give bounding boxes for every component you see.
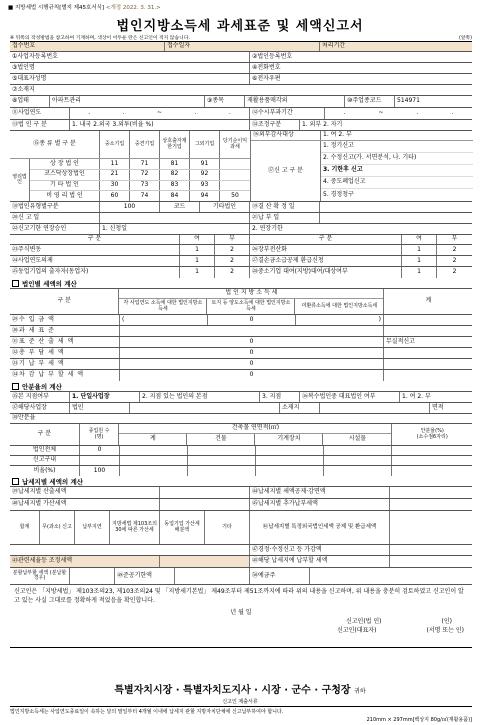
kind-code[interactable]: 21 [100, 170, 130, 180]
kind-code[interactable]: 50 [231, 191, 239, 199]
installment-label: 분할납부할 세액 (분납할 경우) [10, 568, 70, 584]
kind-code[interactable]: 91 [190, 159, 220, 169]
filing-option[interactable]: 5. 경정청구 [323, 190, 354, 198]
sec1-cell-a[interactable]: 0 [120, 359, 384, 369]
kind-code[interactable]: 84 [160, 191, 190, 201]
foreign-credit-label: ㊻납세지별 특정외국법인세액 공제 및 환급세액 [250, 511, 390, 544]
workplace-corp-value[interactable] [130, 403, 280, 413]
flag-yes[interactable]: 1 [402, 245, 437, 255]
sec1-col-item: 구 분 [10, 289, 119, 314]
receipt-row [10, 42, 472, 52]
sec2-row-2 [10, 403, 472, 414]
flag-row [10, 245, 472, 256]
sec3-row-1 [10, 487, 472, 499]
receipt-number-field: 접수번호 [10, 42, 165, 51]
corp-name-field[interactable]: ③법인명 [10, 63, 250, 73]
sec2-rate[interactable] [392, 446, 472, 455]
sec1-cell-sum[interactable] [384, 326, 472, 336]
sec2-build[interactable] [188, 446, 256, 455]
rep-name-field[interactable]: ⑤대표자성명 [10, 74, 250, 84]
recipient-line [0, 681, 480, 696]
flags-yes-header-right: 여 [402, 235, 437, 244]
additional-value[interactable] [390, 499, 472, 510]
sec1-row-name: ㉜총 부 담 세 액 [10, 348, 120, 358]
section-box-icon [12, 478, 19, 485]
sec1-row [10, 370, 472, 381]
form-header [8, 3, 474, 11]
date-row [10, 213, 472, 224]
sec1-cell-a[interactable]: 0 [120, 370, 384, 381]
kind-code[interactable]: 72 [130, 170, 160, 180]
date-dot: . [194, 109, 197, 117]
sec1-cell-sum[interactable] [384, 370, 472, 381]
sec1-header [10, 289, 472, 315]
sec2-row-1 [10, 392, 472, 403]
emp-unit: (명) [94, 433, 104, 440]
sec3-row-2 [10, 499, 472, 511]
sec2-title-text: 안분율의 계산 [22, 382, 62, 391]
penalty-underreport: 무(과소) 신고 [40, 511, 75, 544]
workplace-area-label: 면적 [432, 403, 444, 411]
page-side-label: (앞쪽) [458, 36, 472, 41]
rate-adjust-label: ㊸관련세율등 조정세액 [10, 556, 160, 567]
instruction-text: ※ 뒤쪽의 작성방법을 참고하여 기재하며, 색상이 어두운 란은 신고인이 적지 않습니다. [10, 36, 190, 41]
branch-label: ㉟본 지점여부 [10, 392, 70, 402]
filing-option[interactable]: 4. 중도폐업신고 [321, 177, 473, 189]
kind-header: ⑮종 류 별 구 분 [10, 131, 100, 158]
penalty-sum: 합계 [10, 511, 40, 544]
sec2-title [10, 381, 472, 391]
adjust-value[interactable] [390, 545, 472, 555]
basic-row-4 [10, 85, 472, 96]
installment-value[interactable] [70, 568, 115, 584]
payable-value[interactable] [390, 556, 472, 567]
declaration-text: 신고인은 「지방세법」 제103조의23, 제103조의24 및 「지방세기본법」 제49조부터 제51조까지에 따라 위의 내용을 신고하며, 위 내용을 충분히 검토하였고 신고인이 알고 있는 사실 그대로를 정확하게 적었음을 확인합니다. [14, 588, 464, 604]
sec3-row-5 [10, 556, 472, 568]
flags-header [10, 235, 472, 245]
extension-row [10, 224, 472, 235]
sec1-cell-a[interactable]: 0 [120, 337, 384, 347]
kind-code[interactable] [220, 159, 250, 169]
sec1-col-a: 각 사업연도 소득에 대한 법인지방소득세 [119, 299, 207, 314]
sec2-total[interactable] [120, 456, 188, 465]
additional-label: ㊺납세지별 추가납부세액 [250, 499, 390, 510]
flag-row [10, 256, 472, 267]
sec2-col-machine: 기계장치 [255, 434, 323, 445]
filing-option[interactable]: 3. 기한후 신고 [321, 165, 473, 177]
kind-row [30, 191, 250, 201]
date-dot: . [416, 109, 419, 117]
kind-code[interactable]: 83 [160, 181, 190, 191]
corp-type-row [10, 120, 472, 131]
sec1-row-name: ㉛표 준 산 출 세 액 [10, 337, 120, 347]
flags-item-header-right: 구 분 [250, 235, 402, 244]
basic-row-1 [10, 52, 472, 63]
main-code-value[interactable]: 514971 [397, 97, 420, 105]
sec2-header [10, 424, 472, 446]
workplace-corp: 법인 [70, 403, 130, 413]
sec1-row [10, 359, 472, 370]
sec1-cell-sum[interactable] [384, 348, 472, 358]
sec1-row [10, 337, 472, 348]
settle-date-value[interactable] [320, 202, 472, 212]
penalty-label: ㊵납세지별 가산세액 [10, 499, 160, 510]
sec2-col-emp [80, 424, 120, 445]
kind-code[interactable]: 74 [130, 191, 160, 201]
phone-field[interactable]: ④전화번호 [252, 63, 281, 71]
kind-row-name: 비 영 리 법 인 [30, 191, 100, 201]
signer-1-label: 신고인(법 인) [345, 618, 382, 625]
kind-row-name: 상 장 법 인 [30, 159, 100, 169]
sec1-cell-sum[interactable] [384, 315, 472, 325]
sec2-row [10, 456, 472, 466]
sec1-title-text: 법인별 세액의 계산 [22, 279, 77, 288]
multi-corp-label: ㊱복수법인중 대표법인 여부 [300, 392, 400, 402]
flag-name: ㉗결손금소급공제 환급신청 [250, 256, 402, 266]
filing-area [251, 131, 473, 201]
sec3-title-row [10, 476, 472, 487]
kind-code[interactable]: 60 [100, 191, 130, 201]
date-dot: . [228, 109, 231, 117]
flag-name: ㉘중소기업 대여(지방)대여/대상여부 [250, 267, 402, 278]
flags-no-header: 부 [215, 235, 250, 244]
sec2-emp[interactable]: 100 [80, 466, 120, 476]
branch-value[interactable]: 1. 단일사업장 [70, 392, 140, 402]
sec2-row [10, 466, 472, 476]
kind-code[interactable]: 71 [130, 159, 160, 169]
emp-label: 종업원 수 [88, 428, 110, 434]
sec1-row [10, 326, 472, 337]
sec2-col-build: 건물 [187, 434, 255, 445]
instruction-note [10, 34, 472, 41]
local-tax-value[interactable] [160, 487, 250, 498]
sec3-row-4 [10, 545, 472, 556]
code-label: 코드 [160, 202, 200, 212]
sec2-machine[interactable] [256, 466, 324, 476]
footer-note: 법인지방소득세는 사업연도종료일이 속하는 달의 말일부터 4개월 이내에 납세지 관할 지방자치단체에 신고납부하여야 합니다. [10, 706, 472, 715]
col-nonprofit: 당기순이익과세 [222, 138, 248, 150]
kind-rows [30, 159, 250, 201]
flag-rows [10, 245, 472, 278]
paid-date-value[interactable] [320, 213, 472, 223]
sec3-row-3 [10, 511, 472, 545]
side-profit-label: 영리법인 [10, 159, 30, 201]
payable-label: ㊽해당 납세지에 납부할 세액 [250, 556, 390, 567]
workplace-label: ㊲해당사업장 [10, 403, 70, 413]
page-title: 법인지방소득세 과세표준 및 세액신고서 [116, 19, 364, 34]
kind-code[interactable]: 92 [190, 170, 220, 180]
kind-row-name: 코스닥상장법인 [30, 170, 100, 180]
ratio-label: ㊳안분율 [12, 414, 36, 422]
sec2-facility[interactable] [324, 466, 392, 476]
form-reference: ■ 지방세법 시행규칙[별지 제45호서식] [8, 5, 105, 11]
sec2-rate[interactable] [392, 466, 472, 476]
sec2-emp[interactable] [80, 456, 120, 465]
sec2-row-name: 비율(%) [10, 466, 80, 476]
col-mutual: 상호출자제한기업 [160, 131, 190, 158]
sec1-row [10, 315, 472, 326]
depositor-label: ㊿예금주 [250, 568, 310, 584]
kind-code[interactable]: 82 [160, 170, 190, 180]
sec2-machine[interactable] [256, 446, 324, 455]
sec2-total[interactable] [120, 446, 188, 455]
section-box-icon [12, 383, 19, 390]
filing-option[interactable]: 1. 정기신고 [321, 141, 473, 153]
declaration-date: 년 월 일 [230, 609, 252, 616]
sec2-row-name: 신고구내 [10, 456, 80, 465]
date-dot: . [122, 109, 125, 117]
basic-row-6 [10, 108, 472, 120]
date-dot: . [343, 109, 346, 117]
col-other: 그외기업 [190, 131, 220, 158]
recipient-suffix: 귀하 [354, 688, 366, 695]
col-listed: 중소기업 [100, 131, 130, 158]
flag-yes[interactable]: 1 [180, 267, 215, 278]
biz-reg-no-field[interactable]: ①사업자등록번호 [10, 52, 250, 62]
signer-2-seal[interactable]: (서명 또는 인) [426, 627, 464, 634]
corp-group-value[interactable]: 100 [100, 202, 160, 212]
sec1-row-name: ㉝기 납 부 세 액 [10, 359, 120, 369]
process-period-field: 처리기간 [320, 42, 472, 51]
penalty-late: 납부지연 [75, 511, 110, 544]
rate-adjust-value[interactable] [160, 556, 250, 567]
sec2-col-rate [392, 424, 472, 445]
main-code-label: ⑩주업종코드 [345, 96, 395, 107]
kind-row-name: 기 타 법 인 [30, 181, 100, 191]
flag-no[interactable]: 2 [215, 245, 250, 255]
signer-1-seal[interactable]: (인) [441, 618, 452, 625]
sec1-cell-a[interactable] [120, 326, 384, 336]
sec1-rows [10, 315, 472, 381]
sec1-title-row [10, 278, 472, 289]
corp-group-label: ⑱법인유형별구분 [10, 202, 100, 212]
sec1-cell-sum[interactable] [384, 359, 472, 369]
tax-return-form [10, 41, 472, 648]
sec2-rate[interactable] [392, 456, 472, 465]
col-mid: 중견기업 [130, 131, 160, 158]
signer-2-label: 신고인(대표자) [337, 627, 377, 634]
sec1-cell-c[interactable]: ) [296, 315, 384, 325]
flag-no[interactable]: 2 [215, 267, 250, 278]
deadline-value[interactable] [175, 568, 250, 584]
local-credit-value[interactable] [390, 487, 472, 498]
kind-code[interactable]: 11 [100, 159, 130, 169]
amend-period-label: ⑫수시부과기간 [250, 108, 325, 119]
sec2-emp[interactable]: 0 [80, 446, 120, 455]
basic-row-2 [10, 63, 472, 74]
code-value[interactable]: 기타법인 [200, 202, 250, 212]
flag-yes[interactable]: 1 [402, 256, 437, 266]
sec1-row [10, 348, 472, 359]
adjust-label: ㊼경정·수정신고 등 가감액 [250, 545, 390, 555]
sec1-row-name: ㉙수 입 금 액 [10, 315, 120, 325]
sec2-col-item: 구 분 [10, 424, 80, 445]
sec1-col-b: 토지 등 양도소득에 대한 법인지방소득세 [207, 299, 295, 314]
corp-type-value[interactable]: 1. 내국 2.외국 3.외투(비율 %) [70, 120, 250, 130]
report-date-label: ⑳신 고 일 [10, 213, 100, 223]
sec2-build[interactable] [188, 456, 256, 465]
sec3-row-6 [10, 568, 472, 585]
audit-label: ⑯외부감사대상 [251, 131, 321, 140]
flag-yes[interactable]: 1 [402, 267, 437, 278]
penalty-partnership: 동업기업 가산세 배분액 [160, 511, 205, 544]
kind-code[interactable]: 93 [190, 181, 220, 191]
filing-options [321, 141, 473, 201]
corp-type-label: ⑬법 인 구 분 [10, 120, 70, 130]
kind-row [30, 181, 250, 192]
filing-label: ⑰신 고 구 분 [251, 141, 321, 201]
kind-row [30, 170, 250, 181]
sec2-row-3 [10, 414, 472, 424]
kind-code[interactable]: 81 [160, 159, 190, 169]
paid-date-label: ㉑납 부 일 [250, 213, 320, 223]
workplace-location-value[interactable] [320, 403, 430, 413]
flag-no[interactable]: 2 [452, 245, 457, 253]
sec1-col-sum: 계 [425, 297, 432, 305]
sec3-title [10, 476, 472, 486]
flag-name: ㉕동업기업의 출자자(동업자) [10, 267, 180, 278]
sec1-title [10, 278, 472, 288]
flag-no[interactable]: 2 [452, 256, 457, 264]
sec1-col-group: 법 인 지 방 소 득 세 [119, 289, 383, 299]
tax-type-value[interactable]: 1. 외부 2. 자기 [302, 120, 343, 128]
audit-value[interactable]: 1. 여 2. 부 [323, 131, 352, 139]
industry-label: ⑧업태 [10, 96, 50, 107]
sec1-cell-sum[interactable]: 무실적신고 [386, 337, 415, 345]
deadline-label: ㊾준공기한액 [115, 568, 175, 584]
sec2-col-total: 계 [119, 434, 187, 445]
flags-yes-header: 여 [180, 235, 215, 244]
flag-name: ㉖장부전산화 [250, 245, 402, 255]
recipient-name: 특별자치시장 · 특별자치도지사 · 시장 · 군수 · 구청장 [114, 685, 351, 696]
flag-yes[interactable]: 1 [180, 245, 215, 255]
kind-code[interactable] [220, 181, 250, 191]
flag-no[interactable]: 2 [215, 256, 250, 266]
code-row [10, 202, 472, 213]
extension-label: ㉒신고기한 연장승인 [10, 224, 100, 234]
sec1-cell-a[interactable]: 0 [120, 348, 384, 358]
address-field[interactable]: ⑦소재지 [12, 85, 35, 93]
flag-name: ㉓주식변동 [10, 245, 180, 255]
rate-label: 안분율(%) [420, 428, 444, 434]
revision-date: <개정 2022. 3. 31.> [105, 5, 161, 11]
local-tax-label: ㊴납세지별 산출세액 [10, 487, 160, 498]
sec2-total[interactable] [120, 466, 188, 476]
sec2-row [10, 446, 472, 456]
penalty-value[interactable] [160, 499, 250, 510]
sec2-title-row [10, 381, 472, 392]
rate-sub: (소수점6자리) [416, 433, 448, 440]
branch-option-3[interactable]: 3. 지점 [260, 392, 300, 402]
biz-year-label: ⑪사업연도 [10, 108, 70, 119]
kind-code[interactable] [220, 170, 250, 180]
foreign-credit-value[interactable] [390, 511, 472, 544]
sec2-facility[interactable] [324, 456, 392, 465]
date-dot: . [451, 109, 454, 117]
report-date-value[interactable] [100, 213, 250, 223]
sec1-col-c: 미환류소득에 대한 법인지방소득세 [301, 302, 378, 309]
email-field[interactable]: ⑥전자우편 [252, 74, 281, 82]
declaration [10, 585, 472, 647]
extension-request[interactable]: 1. 신청일 [100, 224, 250, 234]
sec1-cell-b[interactable]: 0 [208, 315, 296, 325]
kind-row [30, 159, 250, 170]
settle-date-label: ⑲결 산 확 정 일 [250, 202, 320, 212]
sec1-row-name: ㉚과 세 표 준 [10, 326, 120, 336]
receipt-date-field: 접수일자 [165, 42, 320, 51]
penalty-other: 기타 [205, 511, 250, 544]
sec3-title-text: 납세지별 세액의 계산 [22, 477, 84, 486]
local-credit-label: ㊹납세지별 세액공제·감면액 [250, 487, 390, 498]
sec2-col-facility: 시설물 [348, 435, 367, 443]
flags-item-header: 구 분 [10, 235, 180, 244]
sec2-rows [10, 446, 472, 476]
flag-row [10, 267, 472, 278]
basic-row-5 [10, 96, 472, 108]
kind-code[interactable]: 73 [130, 181, 160, 191]
item-label: ⑨종목 [205, 96, 245, 107]
flag-no[interactable]: 2 [452, 268, 457, 276]
sec2-facility[interactable] [324, 446, 392, 455]
kind-block [10, 131, 472, 202]
sec2-row-name: 법인전체 [10, 446, 80, 455]
flags-no-header-right: 부 [451, 235, 458, 243]
depositor-value[interactable] [310, 568, 472, 584]
biz-year-value[interactable]: . . ~ . . [70, 108, 250, 119]
filing-option[interactable]: 2. 수정신고(가. 서면분석, 나. 기타) [321, 153, 473, 165]
kind-code[interactable]: 30 [100, 181, 130, 191]
sec2-machine[interactable] [256, 456, 324, 465]
penalty-article: 지방세법 제103조의30에 따른 가산세 [110, 511, 160, 544]
extension-deadline[interactable]: 2. 연장기한 [252, 224, 283, 232]
workplace-location-label: 소재지 [280, 403, 320, 413]
sec1-row-name: ㉞차 감 납 부 할 세 액 [10, 370, 120, 381]
date-dot: . [88, 109, 91, 117]
kind-code[interactable]: 94 [190, 191, 220, 201]
sec1-cell-a[interactable]: ( [120, 315, 208, 325]
branch-option-2[interactable]: 2. 지점 있는 법인의 본점 [140, 392, 260, 402]
section-box-icon [12, 280, 19, 287]
sec2-build[interactable] [188, 466, 256, 476]
signer-2 [10, 625, 472, 634]
sec3-blank [10, 545, 250, 555]
industry-value[interactable]: 아파트관리 [50, 96, 205, 107]
flag-name: ㉔사업연도의제 [10, 256, 180, 266]
attachment-label: 신고인 제출서류 [222, 699, 258, 705]
amend-period-value[interactable]: . ~ . . [343, 109, 454, 117]
item-value[interactable]: 재활용품매각외 [245, 96, 345, 107]
corp-reg-no-field[interactable]: ②법인등록번호 [252, 52, 293, 60]
kind-table [10, 131, 251, 201]
signer-1 [10, 616, 472, 625]
flag-yes[interactable]: 1 [180, 256, 215, 266]
sec2-col-area: 건축물 연면적(㎡) [119, 424, 391, 434]
paper-spec: 210mm × 297mm[백상지 80g/㎡(재활용품)] [366, 717, 472, 723]
tax-type-label: ⑭조정구분 [250, 120, 300, 130]
basic-row-3 [10, 74, 472, 85]
multi-corp-value[interactable]: 1. 여 2. 부 [402, 392, 431, 400]
